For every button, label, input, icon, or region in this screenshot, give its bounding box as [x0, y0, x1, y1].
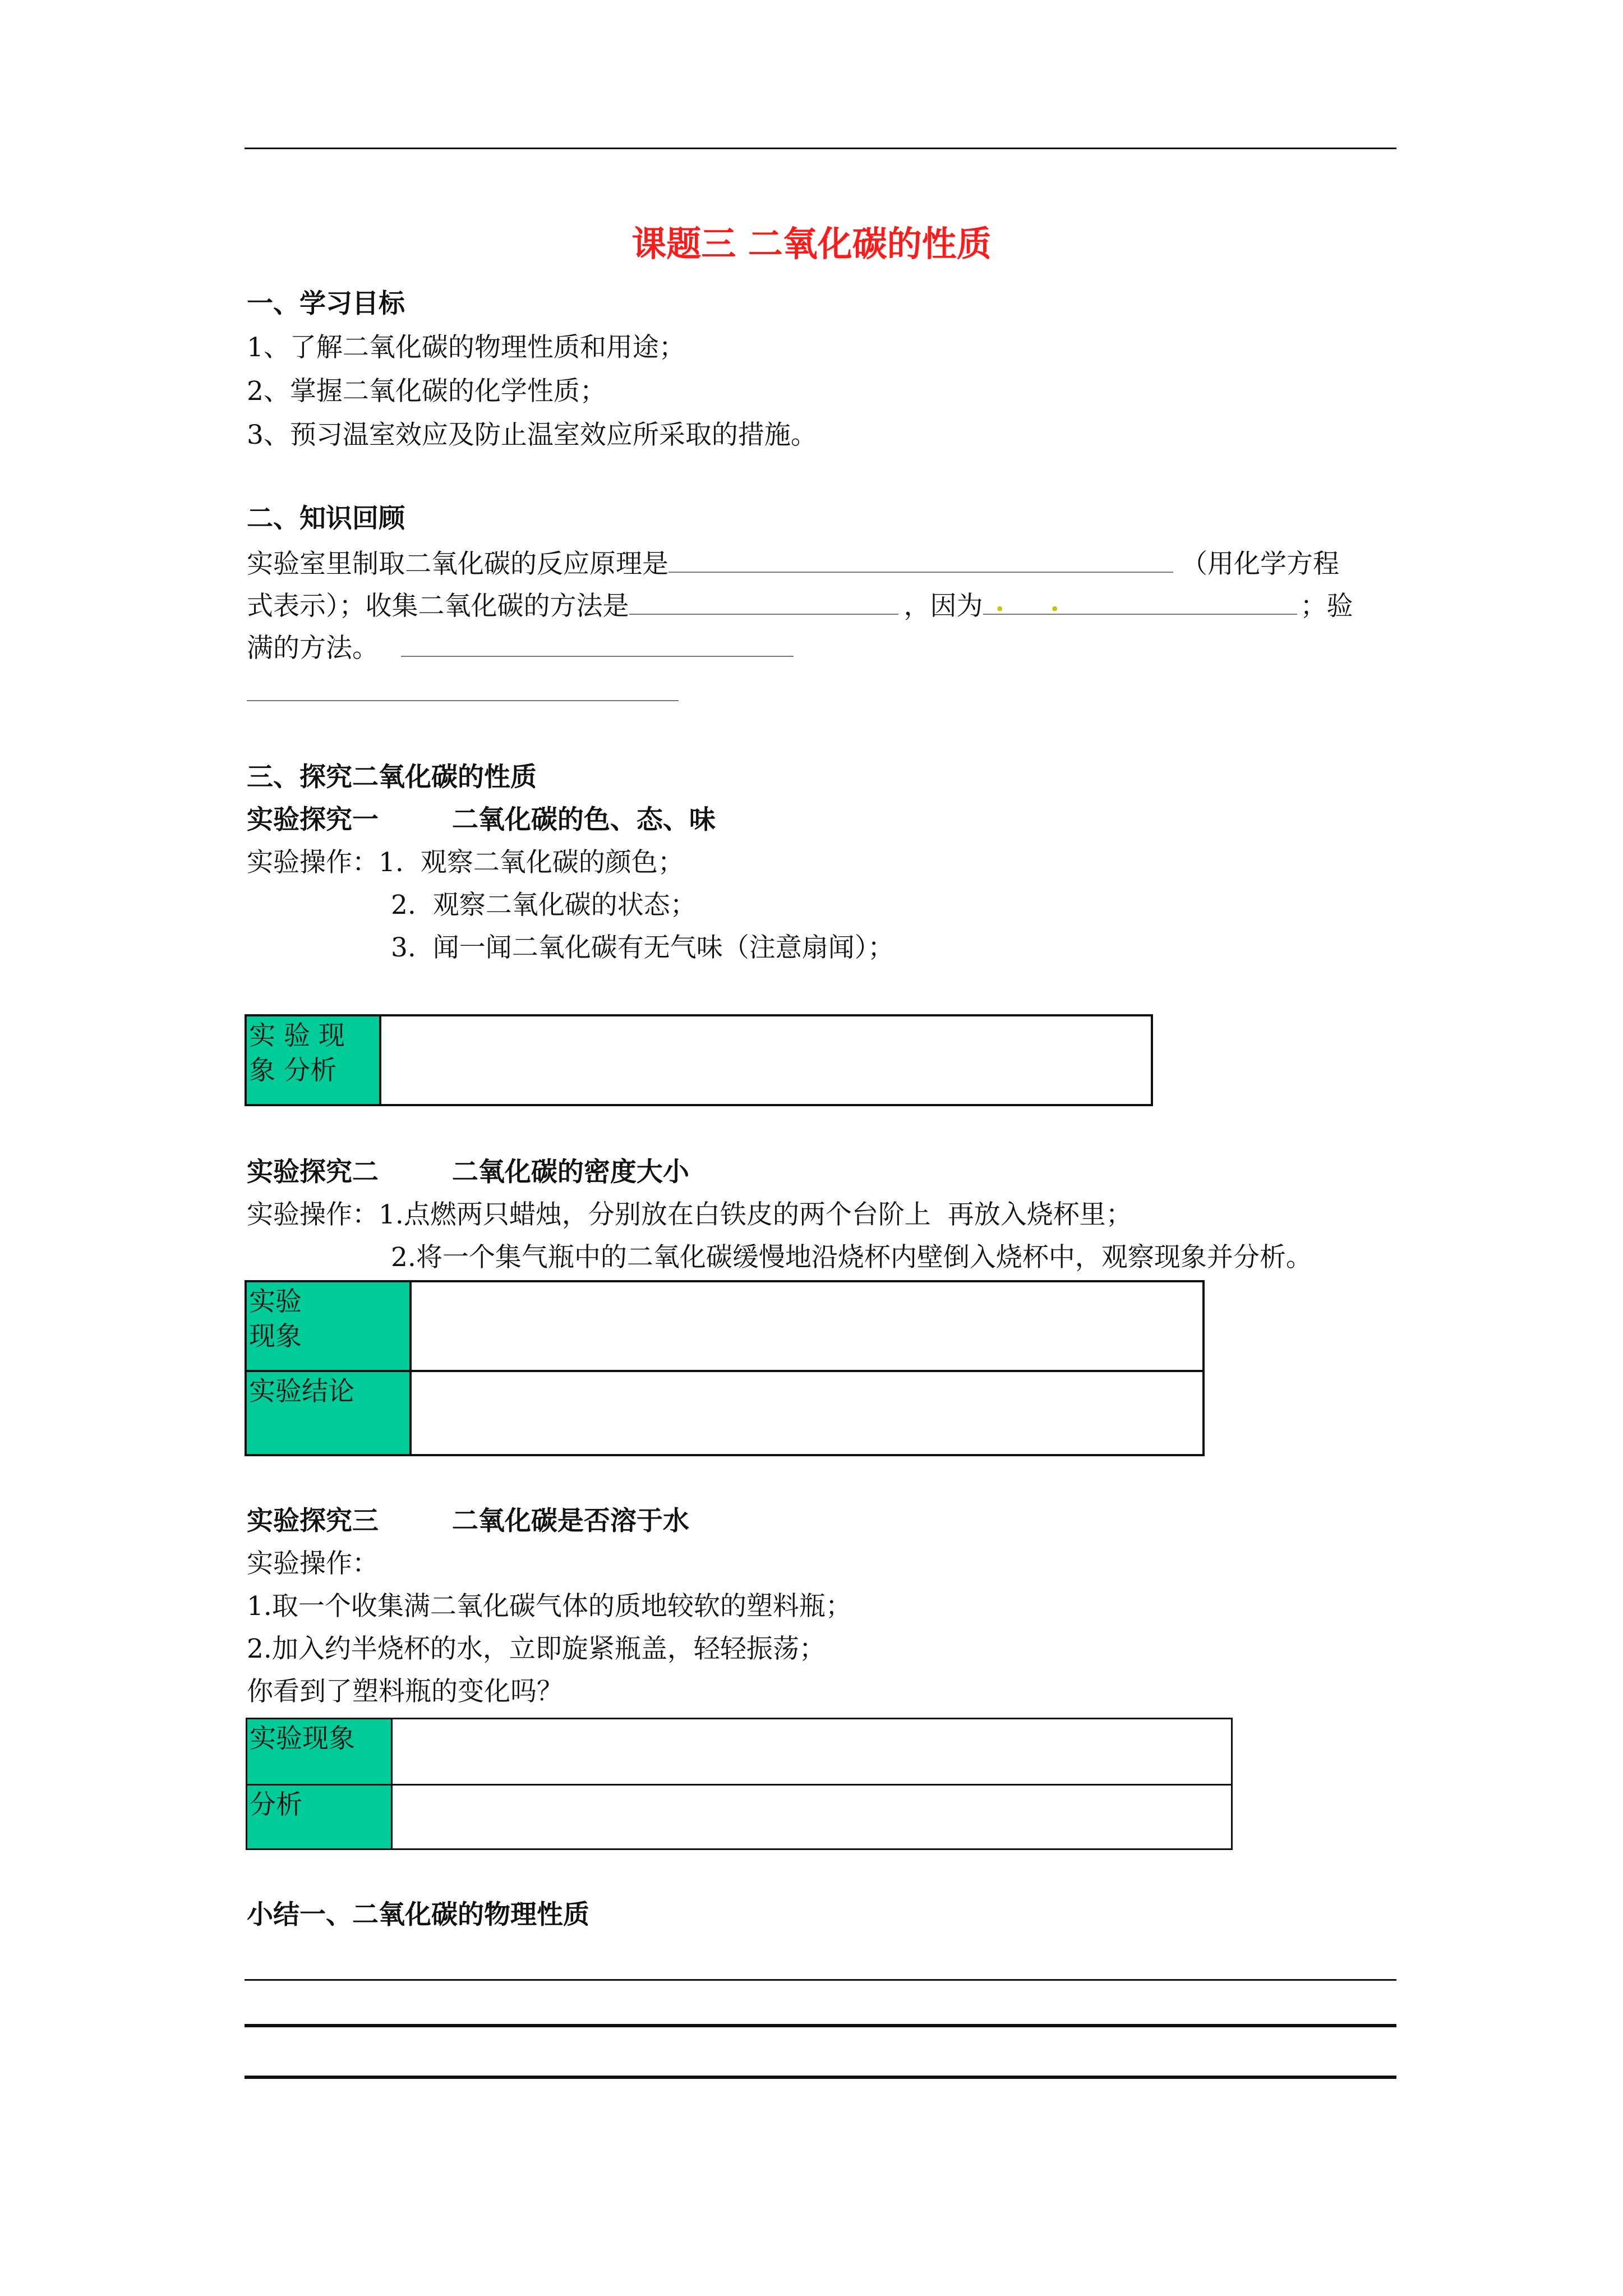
review-line-2b: ，因为 [903, 591, 983, 622]
exp3-analysis-cell[interactable] [392, 1785, 1232, 1849]
exp3-label-cell-2 [247, 1785, 392, 1849]
exp3-row1-label: 实验现象 [250, 1723, 355, 1754]
page-title: 课题三 二氧化碳的性质 [631, 223, 992, 264]
exp3-line-1: 1.取一个收集满二氧化碳气体的质地较软的塑料瓶； [247, 1591, 852, 1622]
dot-mark-2: . [1050, 587, 1059, 618]
exp1-answer-cell[interactable] [380, 1015, 1152, 1105]
exp3-row2-label: 分析 [250, 1789, 302, 1820]
exp3-table [246, 1718, 1233, 1850]
exp1-op-label: 实验操作： [247, 847, 379, 878]
review-line-2 [247, 589, 1353, 623]
exp1-table [245, 1014, 1153, 1106]
section3-heading: 三、探究二氧化碳的性质 [247, 762, 537, 793]
reason-blank[interactable] [983, 587, 1297, 618]
exp2-op-1: 实验操作：1.点燃两只蜡烛，分别放在白铁皮的两个台阶上 再放入烧杯里； [247, 1199, 1132, 1230]
review-line-1 [247, 547, 1339, 581]
exp3-line-2: 2.加入约半烧杯的水，立即旋紧瓶盖，轻轻振荡； [247, 1634, 826, 1664]
exp1-table-label: 实 验 现 象 分析 [249, 1020, 345, 1086]
objective-item-3: 3、预习温室效应及防止温室效应所采取的措施。 [247, 420, 817, 450]
exp2-phenomenon-cell[interactable] [411, 1281, 1204, 1371]
exp2-label-cell-2 [246, 1371, 411, 1455]
exp2-table [245, 1280, 1205, 1456]
answer-line-1[interactable] [245, 1979, 1396, 1981]
exp2-row1-label: 实验 现象 [249, 1286, 302, 1352]
exp2-op-2: 2.将一个集气瓶中的二氧化碳缓慢地沿烧杯内壁倒入烧杯中，观察现象并分析。 [391, 1242, 1312, 1273]
exp3-phenomenon-cell[interactable] [392, 1719, 1232, 1785]
full-check-blank[interactable] [401, 631, 794, 657]
reaction-principle-blank[interactable] [668, 547, 1173, 573]
review-line-3 [247, 631, 794, 665]
exp1-step-1: 1. 观察二氧化碳的颜色； [379, 847, 684, 878]
collection-method-blank[interactable] [629, 589, 898, 615]
exp1-heading: 实验探究一 二氧化碳的色、态、味 [247, 804, 716, 835]
exp1-label-cell [246, 1015, 380, 1105]
exp3-heading: 实验探究三 二氧化碳是否溶于水 [247, 1506, 689, 1536]
review-line-3-text: 满的方法。 [247, 633, 379, 664]
review-line-1-text: 实验室里制取二氧化碳的反应原理是 [247, 549, 668, 579]
answer-line-2[interactable] [245, 2024, 1396, 2027]
exp2-heading: 实验探究二 二氧化碳的密度大小 [247, 1157, 689, 1188]
full-check-blank-2[interactable] [247, 673, 679, 701]
review-line-2a: 式表示）；收集二氧化碳的方法是 [247, 591, 629, 622]
section2-heading: 二、知识回顾 [247, 503, 405, 534]
review-line-1-end: （用化学方程 [1181, 549, 1339, 579]
answer-line-3[interactable] [245, 2076, 1396, 2079]
exp2-conclusion-cell[interactable] [411, 1371, 1204, 1455]
summary-heading: 小结一、二氧化碳的物理性质 [247, 1899, 589, 1930]
exp1-step-3: 3. 闻一闻二氧化碳有无气味（注意扇闻）； [391, 932, 895, 963]
exp3-line-3: 你看到了塑料瓶的变化吗？ [247, 1676, 563, 1707]
dot-mark-1: . [995, 587, 1004, 618]
review-line-2c: ；验 [1300, 591, 1353, 622]
objective-item-1: 1、了解二氧化碳的物理性质和用途； [247, 332, 685, 363]
header-rule [245, 148, 1396, 149]
objective-item-2: 2、掌握二氧化碳的化学性质； [247, 376, 606, 407]
exp2-label-cell-1 [246, 1281, 411, 1371]
section1-heading: 一、学习目标 [247, 288, 405, 319]
exp2-row2-label: 实验结论 [249, 1376, 354, 1407]
exp1-step-2: 2. 观察二氧化碳的状态； [391, 890, 697, 921]
exp3-label-cell-1 [247, 1719, 392, 1785]
exp3-op-label: 实验操作： [247, 1548, 379, 1579]
